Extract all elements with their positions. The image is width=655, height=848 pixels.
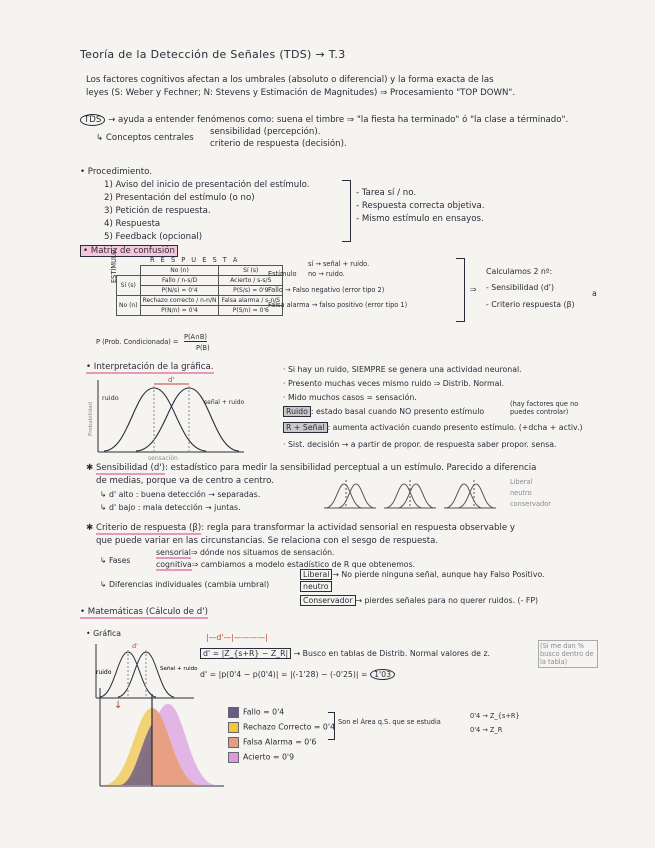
concepts-label: ↳ Conceptos centrales xyxy=(96,133,194,143)
interp-bullet-4: Ruido : estado basal cuando NO presento estímulo xyxy=(283,407,484,417)
concept-sensibilidad: sensibilidad (percepción). xyxy=(210,127,321,137)
legend-neutro: neutro xyxy=(510,489,532,497)
prob-rechazo: P(N/n) = 0'4 xyxy=(140,306,219,316)
concept-criterio: criterio de respuesta (decisión). xyxy=(210,139,347,149)
area-note: Son el Área q.S. que se estudia xyxy=(338,718,441,726)
math-ruido-label: ruido xyxy=(96,669,112,676)
dprime-ruler: |—d'—|————| xyxy=(206,633,268,642)
estimulo-label: Estímulo xyxy=(268,270,297,278)
prob-formula-num: P(A∩B) xyxy=(184,333,207,341)
col-si: Sí (s) xyxy=(219,266,283,276)
prob-falsa: P(S/n) = 0'6 xyxy=(219,306,283,316)
legend-fallo-swatch xyxy=(228,707,239,718)
z-note-2: 0'4 → Z_R xyxy=(470,726,503,734)
prob-fallo: P(N/s) = 0'4 xyxy=(140,286,219,296)
interp-bullet-1: · Si hay un ruido, SIEMPRE se genera una actividad neuronal. xyxy=(283,365,522,374)
estimulo-si: sí → señal + ruido. xyxy=(308,260,370,268)
step-5: 5) Feedback (opcional) xyxy=(104,232,203,242)
fase-sensorial: sensorial⇒ dónde nos situamos de sensación. xyxy=(156,548,335,557)
row-si: Sí (s) xyxy=(117,276,141,296)
step-2: 2) Presentación del estímulo (o no) xyxy=(104,193,255,203)
senal-label: señal + ruido xyxy=(204,399,245,406)
legend-liberal: Liberal xyxy=(510,478,533,486)
mini-graph-3 xyxy=(444,480,496,508)
step-1: 1) Aviso del inicio de presentación del estímulo. xyxy=(104,180,310,190)
cell-fallo: Fallo / n-s/D xyxy=(140,276,219,286)
interp-bullet-6: · Sist. decisión → a partir de propor. de respuesta saber propor. sensa. xyxy=(283,440,557,449)
legend-acierto: Acierto = 0'9 xyxy=(228,752,294,763)
mini-graph-1 xyxy=(324,480,376,508)
arrow-mark: ↓ xyxy=(114,700,123,711)
prob-formula-left: P (Prob. Condicionada) = xyxy=(96,338,179,346)
page-title: Teoría de la Detección de Señales (TDS) → T.3 xyxy=(80,48,346,61)
estimulo-no: no → ruido. xyxy=(308,270,345,278)
criterio-line-2: que puede variar en las circunstancias. Se relaciona con el sesgo de respuesta. xyxy=(96,536,439,546)
x-axis-label: sensación xyxy=(148,455,178,460)
z-note-1: 0'4 → Z_{s+R} xyxy=(470,712,520,720)
note-3: - Mismo estímulo en ensayos. xyxy=(356,214,484,224)
criterio-neutro: neutro xyxy=(300,582,332,592)
matriz-heading: • Matriz de confusión xyxy=(80,246,178,257)
dprime-label: d' xyxy=(168,376,175,384)
sensibilidad-line-1: ✱ Sensibilidad (d'): estadístico para medir la sensibilidad perceptual a un estímulo. Parecido a diferencia xyxy=(86,463,537,473)
cell-rechazo: Rechazo correcto / n-n/N xyxy=(140,296,219,306)
calc-criterio: - Criterio respuesta (β) xyxy=(486,300,575,309)
ruido-curve xyxy=(104,388,206,451)
matematicas-heading: • Matemáticas (Cálculo de d') xyxy=(80,607,208,617)
matrix-header-top: R E S P U E S T A xyxy=(150,256,240,264)
formula-1: d' = |Z_{s+R} − Z_R| → Busco en tablas de Distrib. Normal valores de z. xyxy=(200,649,490,659)
cell-acierto: Acierto / s-s/S xyxy=(219,276,283,286)
dprime-bajo: ↳ d' bajo : mala detección → juntas. xyxy=(100,503,241,512)
grafica-heading: • Gráfica xyxy=(86,629,122,638)
note-1: - Tarea sí / no. xyxy=(356,188,417,198)
cell-falsa: Falsa alarma / s-n/S xyxy=(219,296,283,306)
note-2: - Respuesta correcta objetiva. xyxy=(356,201,485,211)
implies-arrow: ⇒ xyxy=(470,285,477,294)
formula-2: d' = |p(0'4 − p(0'4)| = |(-1'28) − (-0'25)| = 1'03 xyxy=(200,670,395,680)
legend-acierto-swatch xyxy=(228,752,239,763)
prob-formula-den: P(B) xyxy=(196,344,210,352)
side-note-box: (Si me dan % busco dentro de la tabla) xyxy=(538,640,598,668)
legend-brace xyxy=(328,712,335,740)
sensibilidad-mini-graphs xyxy=(322,476,502,514)
interp-bullet-5: R + Señal : aumenta activación cuando presento estímulo. (+dcha + activ.) xyxy=(283,423,583,433)
step-4: 4) Respuesta xyxy=(104,219,161,229)
matrix-row-axis: ESTÍMULO xyxy=(110,249,118,283)
fases-label: ↳ Fases xyxy=(100,556,131,565)
step-3: 3) Petición de respuesta. xyxy=(104,206,211,216)
fase-cognitiva: cognitiva⇒ cambiamos a modelo estadístico de R que obtenemos. xyxy=(156,560,416,569)
falsa-note: Falsa alarma → falso positivo (error tipo 1) xyxy=(268,301,408,309)
side-letter-a: a xyxy=(592,289,597,298)
procedimiento-brace xyxy=(342,180,351,242)
sensibilidad-line-2: de medias, porque va de centro a centro. xyxy=(96,476,274,486)
dprime-alto: ↳ d' alto : buena detección → separadas. xyxy=(100,490,261,499)
legend-fallo: Fallo = 0'4 xyxy=(228,707,284,718)
legend-rechazo: Rechazo Correcto = 0'4 xyxy=(228,722,335,733)
matriz-brace xyxy=(456,258,465,322)
col-no: No (n) xyxy=(140,266,219,276)
tds-tag: TDS xyxy=(80,114,105,126)
math-dprime-label: d' xyxy=(132,642,138,650)
y-axis-label: Probabilidad xyxy=(88,401,94,436)
interp-bullet-4-note: (hay factores que no puedes controlar) xyxy=(510,400,579,416)
areas-graph xyxy=(90,684,230,794)
interp-bullet-3: · Mido muchos casos = sensación. xyxy=(283,393,417,402)
intro-line-2: leyes (S: Weber y Fechner; N: Stevens y Estimación de Magnitudes) ⇒ Procesamiento "TOP DOWN". xyxy=(86,88,516,98)
mini-graph-2 xyxy=(384,480,436,508)
ruido-label: ruido xyxy=(102,394,119,402)
criterio-conservador: Conservador → pierdes señales para no querer ruidos. (- FP) xyxy=(300,596,538,606)
procedimiento-heading: • Procedimiento. xyxy=(80,167,152,177)
intro-line-1: Los factores cognitivos afectan a los umbrales (absoluto o diferencial) y la forma exacta de las xyxy=(86,75,494,85)
interp-bullet-2: · Presento muchas veces mismo ruido ⇒ Distrib. Normal. xyxy=(283,379,505,388)
interpretacion-graph xyxy=(84,374,254,460)
diferencias-label: ↳ Diferencias individuales (cambia umbral) xyxy=(100,580,270,589)
row-no: No (n) xyxy=(117,296,141,316)
criterio-liberal: Liberal → No pierde ninguna señal, aunque hay Falso Positivo. xyxy=(300,570,545,580)
legend-falsa-swatch xyxy=(228,737,239,748)
legend-conservador: conservador xyxy=(510,500,551,508)
fallo-note: Fallo → Falso negativo (error tipo 2) xyxy=(268,286,385,294)
prob-acierto: P(S/s) = 0'9 xyxy=(219,286,283,296)
legend-rechazo-swatch xyxy=(228,722,239,733)
tds-text: → ayuda a entender fenómenos como: suena el timbre ⇒ "la fiesta ha terminado" ó "la clase a términado". xyxy=(108,115,569,125)
tds-line xyxy=(80,115,568,126)
calc-label: Calculamos 2 nº: xyxy=(486,267,553,276)
senal-curve xyxy=(136,388,239,451)
interpretacion-heading: • Interpretación de la gráfica. xyxy=(86,362,214,372)
legend-falsa: Falsa Alarma = 0'6 xyxy=(228,737,316,748)
criterio-line-1: ✱ Criterio de respuesta (β): regla para transformar la actividad sensorial en respuesta observable y xyxy=(86,523,515,533)
calc-sensibilidad: - Sensibilidad (d') xyxy=(486,283,554,292)
confusion-matrix xyxy=(116,265,283,316)
math-senal-label: Señal + ruido xyxy=(160,666,198,672)
